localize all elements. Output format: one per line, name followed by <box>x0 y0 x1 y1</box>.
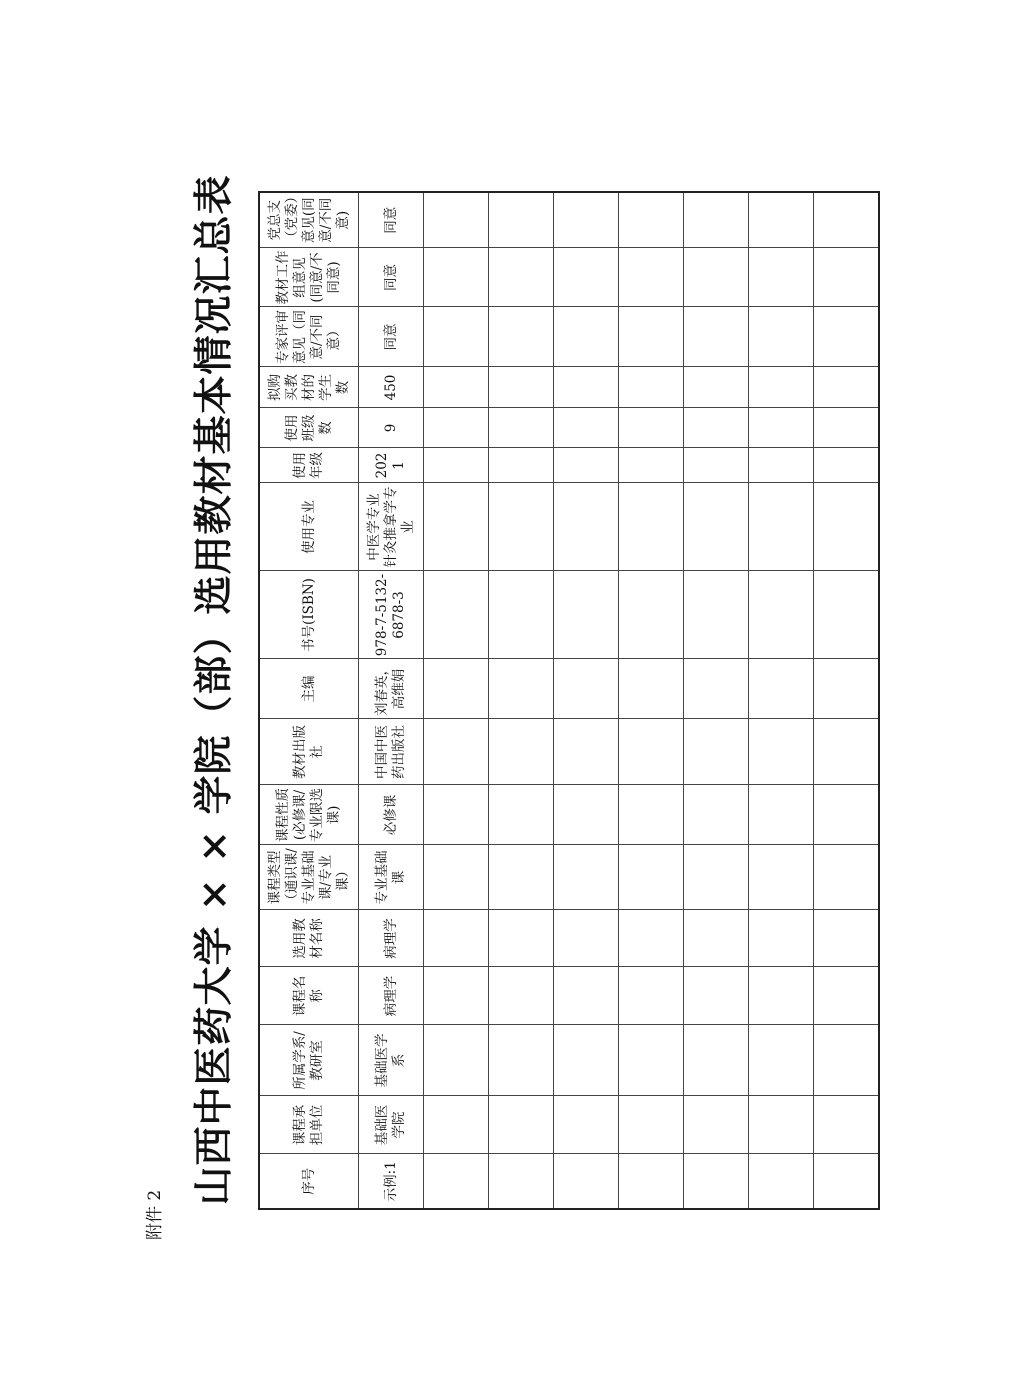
header-cell: 专家评审意见（同意/不同意） <box>259 307 359 367</box>
empty-cell[interactable] <box>424 967 489 1025</box>
header-cell: 课程名称 <box>259 967 359 1025</box>
empty-cell[interactable] <box>424 307 489 367</box>
empty-cell[interactable] <box>814 910 880 967</box>
table-cell: 450 <box>359 367 424 408</box>
empty-cell[interactable] <box>554 967 619 1025</box>
empty-cell[interactable] <box>749 571 814 659</box>
empty-cell[interactable] <box>424 719 489 785</box>
empty-cell[interactable] <box>619 367 684 408</box>
empty-cell[interactable] <box>814 448 880 483</box>
empty-cell[interactable] <box>489 192 554 248</box>
empty-cell[interactable] <box>684 192 749 248</box>
empty-cell[interactable] <box>619 571 684 659</box>
empty-cell[interactable] <box>814 845 880 910</box>
empty-cell[interactable] <box>684 1096 749 1154</box>
empty-cell[interactable] <box>489 307 554 367</box>
empty-cell[interactable] <box>749 1096 814 1154</box>
empty-cell[interactable] <box>814 367 880 408</box>
table-cell: 2021 <box>359 448 424 483</box>
empty-cell[interactable] <box>554 192 619 248</box>
empty-cell[interactable] <box>424 785 489 845</box>
empty-cell[interactable] <box>554 571 619 659</box>
empty-cell[interactable] <box>424 367 489 408</box>
empty-cell[interactable] <box>489 1025 554 1096</box>
empty-cell[interactable] <box>749 192 814 248</box>
empty-cell[interactable] <box>489 967 554 1025</box>
empty-cell[interactable] <box>489 845 554 910</box>
empty-cell[interactable] <box>489 571 554 659</box>
empty-row <box>554 192 619 1209</box>
header-cell: 课程类型（通识课/专业基础课/专业课） <box>259 845 359 910</box>
empty-cell[interactable] <box>814 483 880 571</box>
table-cell: 中国中医药出版社 <box>359 719 424 785</box>
empty-cell[interactable] <box>619 967 684 1025</box>
empty-cell[interactable] <box>814 1096 880 1154</box>
empty-cell[interactable] <box>489 785 554 845</box>
table-cell: 978-7-5132-6878-3 <box>359 571 424 659</box>
empty-cell[interactable] <box>554 719 619 785</box>
empty-cell[interactable] <box>814 659 880 719</box>
header-cell: 课程性质(必修课/专业限选课) <box>259 785 359 845</box>
empty-row <box>684 192 749 1209</box>
empty-cell[interactable] <box>424 248 489 307</box>
empty-cell[interactable] <box>554 659 619 719</box>
header-cell: 书号(ISBN) <box>259 571 359 659</box>
empty-cell[interactable] <box>619 192 684 248</box>
empty-cell[interactable] <box>814 248 880 307</box>
table-cell: 病理学 <box>359 967 424 1025</box>
empty-cell[interactable] <box>749 307 814 367</box>
empty-cell[interactable] <box>489 448 554 483</box>
table-cell: 专业基础课 <box>359 845 424 910</box>
empty-cell[interactable] <box>684 845 749 910</box>
empty-cell[interactable] <box>489 1096 554 1154</box>
header-cell: 教材出版社 <box>259 719 359 785</box>
header-cell: 使用专业 <box>259 483 359 571</box>
empty-cell[interactable] <box>684 910 749 967</box>
empty-cell[interactable] <box>554 910 619 967</box>
header-cell: 使用年级 <box>259 448 359 483</box>
empty-cell[interactable] <box>619 719 684 785</box>
attachment-label: 附件 2 <box>145 1189 165 1240</box>
empty-cell[interactable] <box>554 1096 619 1154</box>
empty-cell[interactable] <box>684 448 749 483</box>
table-cell: 刘春英，高维娟 <box>359 659 424 719</box>
empty-cell[interactable] <box>619 1025 684 1096</box>
empty-cell[interactable] <box>554 785 619 845</box>
empty-cell[interactable] <box>619 845 684 910</box>
empty-cell[interactable] <box>749 910 814 967</box>
empty-cell[interactable] <box>749 785 814 845</box>
empty-row <box>619 192 684 1209</box>
empty-row <box>814 192 880 1209</box>
example-row <box>359 192 424 1209</box>
header-cell: 党总支（党委）意见(同意/不同意) <box>259 192 359 248</box>
empty-cell[interactable] <box>684 659 749 719</box>
empty-cell[interactable] <box>554 408 619 448</box>
table-cell: 9 <box>359 408 424 448</box>
empty-cell[interactable] <box>554 307 619 367</box>
empty-cell[interactable] <box>749 248 814 307</box>
empty-cell[interactable] <box>424 192 489 248</box>
empty-cell[interactable] <box>814 192 880 248</box>
table-cell: 同意 <box>359 192 424 248</box>
empty-cell[interactable] <box>554 448 619 483</box>
table-cell: 基础医学系 <box>359 1025 424 1096</box>
empty-cell[interactable] <box>489 248 554 307</box>
empty-cell[interactable] <box>684 367 749 408</box>
empty-cell[interactable] <box>814 307 880 367</box>
empty-cell[interactable] <box>424 483 489 571</box>
empty-cell[interactable] <box>554 845 619 910</box>
empty-cell[interactable] <box>619 248 684 307</box>
empty-cell[interactable] <box>684 571 749 659</box>
empty-cell[interactable] <box>814 408 880 448</box>
empty-cell[interactable] <box>489 659 554 719</box>
landscape-sheet <box>140 140 900 1240</box>
empty-cell[interactable] <box>554 1025 619 1096</box>
empty-cell[interactable] <box>554 367 619 408</box>
empty-cell[interactable] <box>424 845 489 910</box>
empty-cell[interactable] <box>424 659 489 719</box>
table-cell: 必修课 <box>359 785 424 845</box>
empty-cell[interactable] <box>619 1096 684 1154</box>
empty-cell[interactable] <box>684 408 749 448</box>
empty-cell[interactable] <box>749 967 814 1025</box>
textbook-summary-table <box>258 191 880 1210</box>
header-cell: 主编 <box>259 659 359 719</box>
empty-row <box>749 192 814 1209</box>
empty-cell[interactable] <box>684 967 749 1025</box>
header-cell: 使用班级数 <box>259 408 359 448</box>
empty-cell[interactable] <box>554 483 619 571</box>
empty-cell[interactable] <box>424 1096 489 1154</box>
table-cell: 病理学 <box>359 910 424 967</box>
empty-cell[interactable] <box>684 248 749 307</box>
empty-cell[interactable] <box>619 910 684 967</box>
empty-cell[interactable] <box>684 483 749 571</box>
header-cell: 教材工作组意见(同意/不同意) <box>259 248 359 307</box>
header-row <box>259 192 359 1209</box>
empty-cell[interactable] <box>814 719 880 785</box>
empty-row <box>489 192 554 1209</box>
empty-cell[interactable] <box>749 1025 814 1096</box>
empty-cell[interactable] <box>489 408 554 448</box>
empty-cell[interactable] <box>489 483 554 571</box>
header-cell: 序号 <box>259 1154 359 1209</box>
empty-cell[interactable] <box>489 719 554 785</box>
table-cell: 基础医学院 <box>359 1096 424 1154</box>
empty-row <box>424 192 489 1209</box>
empty-cell[interactable] <box>424 408 489 448</box>
header-cell: 拟购买教材的学生数 <box>259 367 359 408</box>
empty-cell[interactable] <box>749 845 814 910</box>
empty-cell[interactable] <box>749 719 814 785</box>
empty-cell[interactable] <box>489 910 554 967</box>
empty-cell[interactable] <box>749 408 814 448</box>
table-cell: 同意 <box>359 248 424 307</box>
empty-cell[interactable] <box>684 307 749 367</box>
empty-cell[interactable] <box>619 448 684 483</box>
page-title: 山西中医药大学 × × 学院（部）选用教材基本情况汇总表 <box>191 174 237 1206</box>
table-cell: 中医学专业 针灸推拿学专业 <box>359 483 424 571</box>
empty-cell[interactable] <box>424 571 489 659</box>
empty-cell[interactable] <box>489 1154 554 1209</box>
empty-cell[interactable] <box>489 367 554 408</box>
empty-cell[interactable] <box>619 408 684 448</box>
empty-cell[interactable] <box>814 967 880 1025</box>
empty-cell[interactable] <box>814 1025 880 1096</box>
empty-cell[interactable] <box>749 659 814 719</box>
empty-cell[interactable] <box>424 910 489 967</box>
empty-cell[interactable] <box>424 1154 489 1209</box>
table-cell: 同意 <box>359 307 424 367</box>
empty-cell[interactable] <box>684 719 749 785</box>
header-cell: 课程承担单位 <box>259 1096 359 1154</box>
header-cell: 所属学系/教研室 <box>259 1025 359 1096</box>
empty-cell[interactable] <box>749 483 814 571</box>
empty-cell[interactable] <box>684 785 749 845</box>
empty-cell[interactable] <box>814 571 880 659</box>
empty-cell[interactable] <box>554 1154 619 1209</box>
empty-cell[interactable] <box>619 483 684 571</box>
empty-cell[interactable] <box>814 785 880 845</box>
empty-cell[interactable] <box>619 659 684 719</box>
empty-cell[interactable] <box>424 448 489 483</box>
empty-cell[interactable] <box>749 367 814 408</box>
empty-cell[interactable] <box>684 1025 749 1096</box>
empty-cell[interactable] <box>554 248 619 307</box>
empty-cell[interactable] <box>619 785 684 845</box>
empty-cell[interactable] <box>424 1025 489 1096</box>
empty-cell[interactable] <box>749 1154 814 1209</box>
empty-cell[interactable] <box>814 1154 880 1209</box>
empty-cell[interactable] <box>619 307 684 367</box>
empty-cell[interactable] <box>619 1154 684 1209</box>
table-cell: 示例:1 <box>359 1154 424 1209</box>
empty-cell[interactable] <box>684 1154 749 1209</box>
header-cell: 选用教材名称 <box>259 910 359 967</box>
empty-cell[interactable] <box>749 448 814 483</box>
